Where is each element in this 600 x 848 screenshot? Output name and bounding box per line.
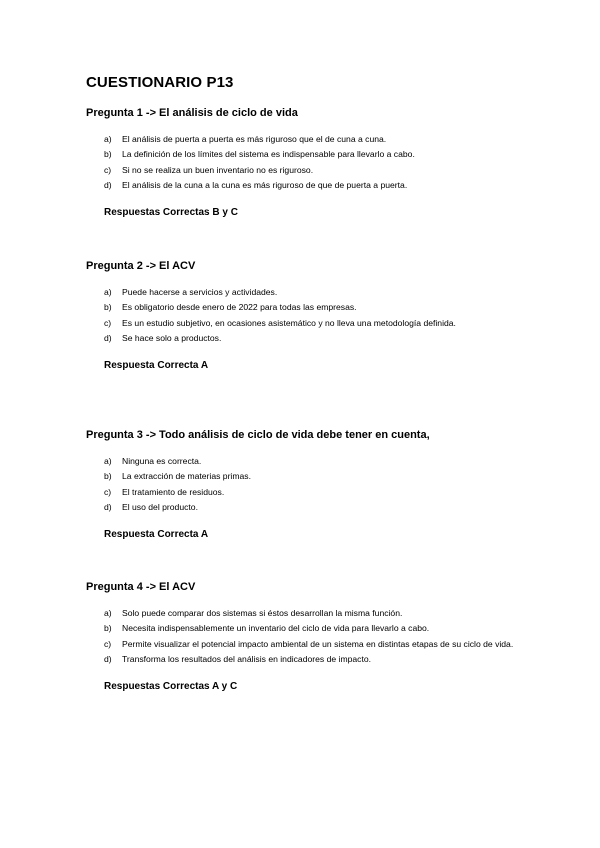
option-a xyxy=(86,285,518,300)
question-3 xyxy=(86,428,526,542)
option-list xyxy=(86,285,526,347)
option-text: Se hace solo a productos. xyxy=(122,333,222,344)
option-c xyxy=(86,316,518,331)
option-text: Ninguna es correcta. xyxy=(122,456,202,466)
option-letter: d) xyxy=(104,654,112,665)
option-list xyxy=(86,454,526,516)
correct-answer: Respuesta Correcta A xyxy=(104,528,209,540)
option-c xyxy=(86,637,518,652)
option-letter: a) xyxy=(104,287,112,297)
option-b xyxy=(86,147,518,162)
option-a xyxy=(86,606,518,621)
option-text: Solo puede comparar dos sistemas si éstos desarrollan la misma función. xyxy=(122,608,403,618)
option-letter: a) xyxy=(104,456,112,466)
option-c xyxy=(86,485,518,500)
option-b xyxy=(86,300,518,315)
option-text: El análisis de puerta a puerta es más riguroso que el de cuna a cuna. xyxy=(122,134,387,144)
option-d xyxy=(86,500,518,515)
option-text: Transforma los resultados del análisis en indicadores de impacto. xyxy=(122,654,372,665)
option-letter: b) xyxy=(104,471,112,482)
option-d xyxy=(86,178,518,193)
option-letter: b) xyxy=(104,302,112,313)
question-2 xyxy=(86,259,526,373)
option-text: Es un estudio subjetivo, en ocasiones asistemático y no lleva una metodología definida. xyxy=(122,317,456,328)
option-a xyxy=(86,454,518,469)
option-letter: d) xyxy=(104,180,112,191)
option-text: La extracción de materias primas. xyxy=(122,471,251,482)
option-letter: a) xyxy=(104,608,112,618)
option-letter: b) xyxy=(104,623,112,634)
option-text: Si no se realiza un buen inventario no es riguroso. xyxy=(122,164,314,175)
option-letter: b) xyxy=(104,149,112,160)
question-1 xyxy=(86,106,526,220)
option-b xyxy=(86,621,518,636)
option-letter: c) xyxy=(104,486,112,497)
option-letter: a) xyxy=(104,134,112,144)
option-text: Necesita indispensablemente un inventario del ciclo de vida para llevarlo a cabo. xyxy=(122,623,430,634)
option-text: El uso del producto. xyxy=(122,502,198,513)
option-text: Permite visualizar el potencial impacto ambiental de un sistema en distintas etapas de su ciclo de vida. xyxy=(122,638,514,649)
option-letter: c) xyxy=(104,164,112,175)
option-letter: d) xyxy=(104,502,112,513)
option-c xyxy=(86,163,518,178)
correct-answer: Respuesta Correcta A xyxy=(104,359,209,371)
option-text: Puede hacerse a servicios y actividades. xyxy=(122,287,278,297)
document-title: CUESTIONARIO P13 xyxy=(86,74,234,91)
option-list xyxy=(86,606,526,668)
option-d xyxy=(86,652,518,667)
correct-answer: Respuestas Correctas B y C xyxy=(104,206,238,218)
question-title: Pregunta 4 -> El ACV xyxy=(86,581,196,593)
question-title: Pregunta 2 -> El ACV xyxy=(86,260,196,272)
option-text: El análisis de la cuna a la cuna es más riguroso de que de puerta a puerta. xyxy=(122,180,408,191)
option-text: El tratamiento de residuos. xyxy=(122,486,225,497)
option-a xyxy=(86,132,518,147)
question-4 xyxy=(86,580,526,694)
option-letter: c) xyxy=(104,638,112,649)
option-letter: d) xyxy=(104,333,112,344)
question-title: Pregunta 1 -> El análisis de ciclo de vida xyxy=(86,107,298,119)
option-letter: c) xyxy=(104,317,112,328)
correct-answer: Respuestas Correctas A y C xyxy=(104,680,238,692)
question-title: Pregunta 3 -> Todo análisis de ciclo de vida debe tener en cuenta, xyxy=(86,429,430,441)
option-text: Es obligatorio desde enero de 2022 para todas las empresas. xyxy=(122,302,357,313)
option-list xyxy=(86,132,526,194)
option-b xyxy=(86,469,518,484)
option-d xyxy=(86,331,518,346)
option-text: La definición de los límites del sistema es indispensable para llevarlo a cabo. xyxy=(122,149,415,160)
